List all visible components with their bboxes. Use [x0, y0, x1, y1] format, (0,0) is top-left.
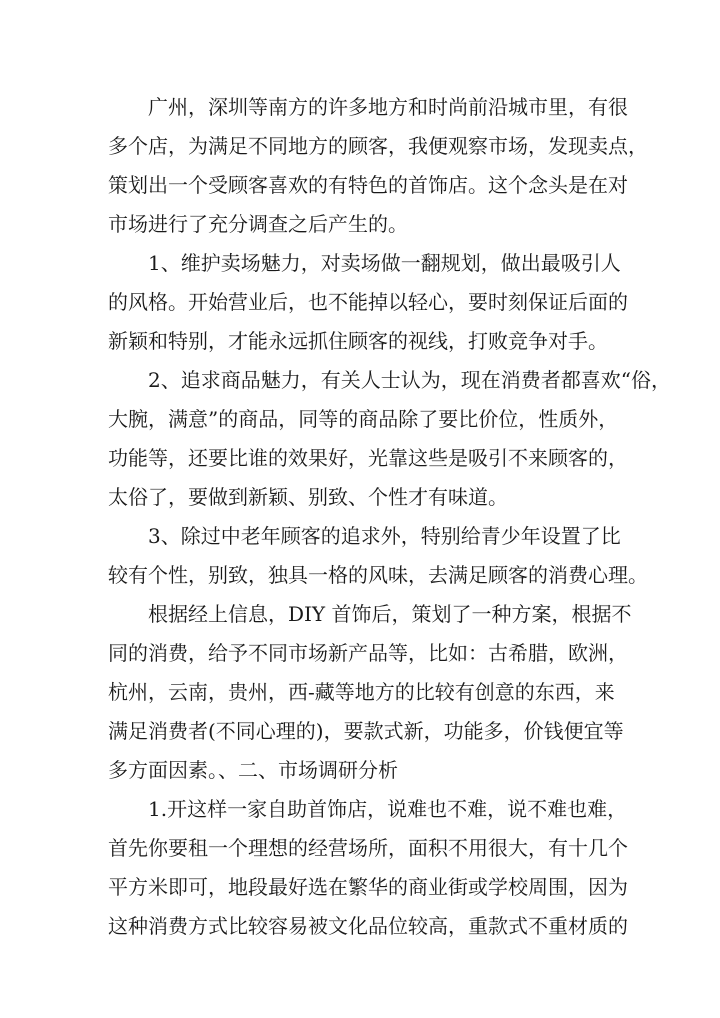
paragraph-5-line-5: 多方面因素。、二、市场调研分析 — [108, 758, 398, 782]
paragraph-1-line-3: 策划出一个受顾客喜欢的有特色的首饰店。这个念头是在对 — [108, 173, 628, 197]
document-body — [108, 88, 671, 946]
paragraph-6-line-1: 1.开这样一家自助首饰店，说难也不难，说不难也难， — [148, 797, 628, 821]
paragraph-1-line-4: 市场进行了充分调查之后产生的。 — [108, 212, 408, 236]
paragraph-5-line-4: 满足消费者(不同心理的)，要款式新，功能多，价钱便宜等 — [108, 719, 624, 743]
paragraph-5-line-1: 根据经上信息，DIY 首饰后，策划了一种方案，根据不 — [148, 602, 632, 626]
paragraph-2-line-3: 新颖和特别，才能永远抓住顾客的视线，打败竞争对手。 — [108, 329, 608, 353]
paragraph-3-line-1: 2、追求商品魅力，有关人士认为，现在消费者都喜欢“俗， — [148, 368, 671, 392]
paragraph-2-line-1: 1、维护卖场魅力，对卖场做一翻规划，做出最吸引人 — [148, 251, 621, 275]
paragraph-3-line-3: 功能等，还要比谁的效果好，光靠这些是吸引不来顾客的， — [108, 446, 628, 470]
paragraph-4-line-1: 3、除过中老年顾客的追求外，特别给青少年设置了比 — [148, 524, 621, 548]
paragraph-3-line-2: 大腕，满意”的商品，同等的商品除了要比价位，性质外， — [108, 407, 619, 431]
paragraph-4-line-2: 较有个性，别致，独具一格的风味，去满足顾客的消费心理。 — [108, 563, 648, 587]
paragraph-2-line-2: 的风格。开始营业后，也不能掉以轻心，要时刻保证后面的 — [108, 290, 628, 314]
paragraph-6-line-4: 这种消费方式比较容易被文化品位较高，重款式不重材质的 — [108, 914, 628, 938]
paragraph-3-line-4: 太俗了，要做到新颖、别致、个性才有味道。 — [108, 485, 508, 509]
paragraph-1-line-1: 广州，深圳等南方的许多地方和时尚前沿城市里，有很 — [148, 95, 628, 119]
paragraph-5-line-2: 同的消费，给予不同市场新产品等，比如：古希腊，欧洲， — [108, 641, 628, 665]
paragraph-6-line-2: 首先你要租一个理想的经营场所，面积不用很大，有十几个 — [108, 836, 628, 860]
paragraph-6-line-3: 平方米即可，地段最好选在繁华的商业街或学校周围，因为 — [108, 875, 628, 899]
paragraph-1-line-2: 多个店，为满足不同地方的顾客，我便观察市场，发现卖点， — [108, 134, 648, 158]
paragraph-5-line-3: 杭州，云南，贵州，西-藏等地方的比较有创意的东西，来 — [108, 680, 615, 704]
